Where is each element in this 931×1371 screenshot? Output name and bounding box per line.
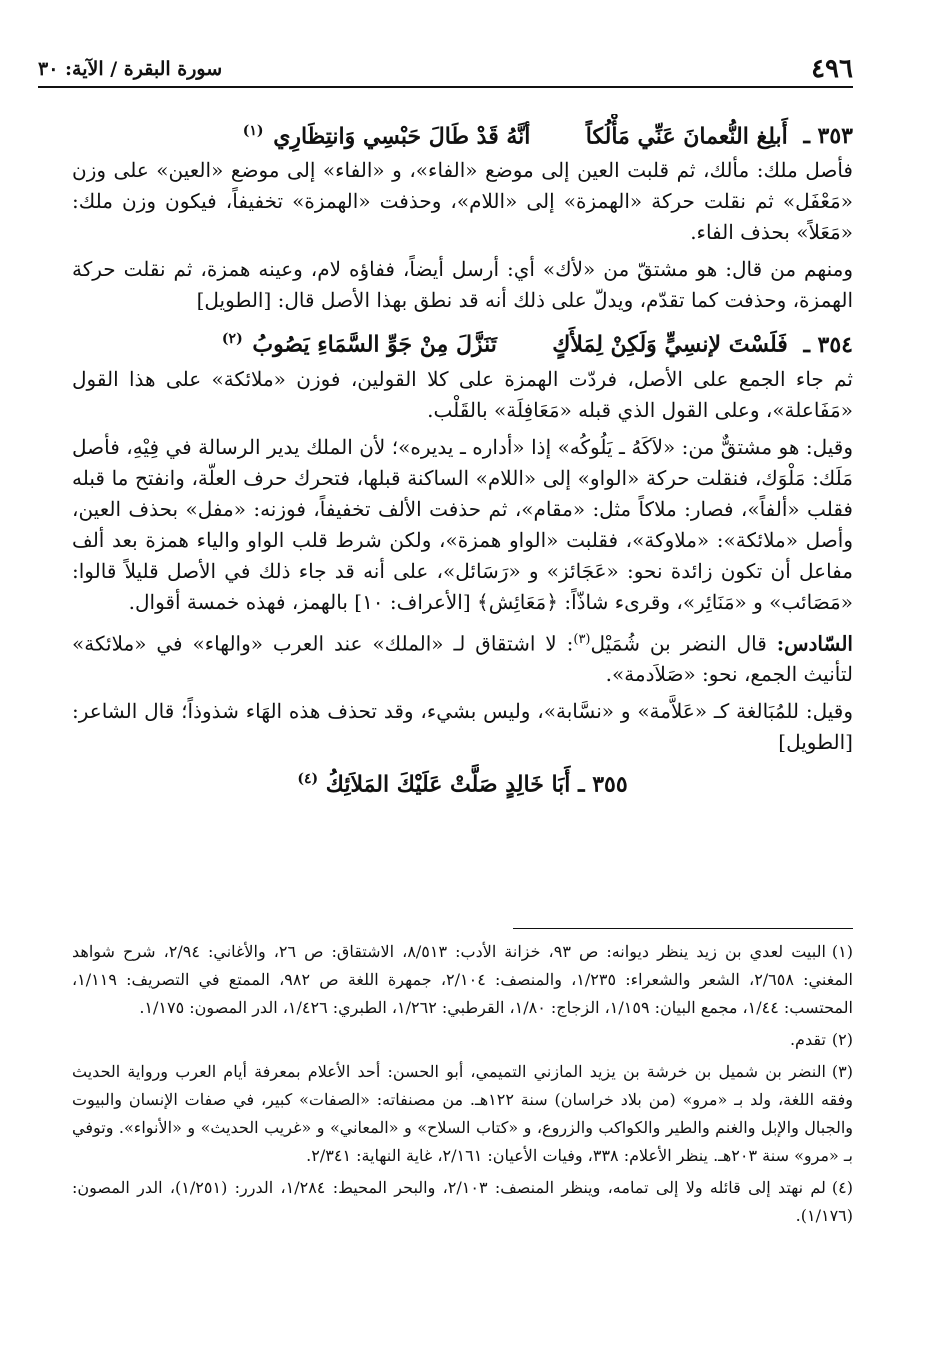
verse-354 <box>72 322 853 361</box>
footnote-number: (٤) <box>831 1178 853 1197</box>
paragraph: وقيل: للمُبَالغة كـ «عَلاَّمة» و «نسَّابة»، وليس بشيء، وقد تحذف هذه الهَاء شذوذاً؛ قال الشاعر: [الطويل] <box>72 699 853 755</box>
footnote <box>72 938 853 1022</box>
verse-hemistich-second: أنَّهُ قَدْ طَالَ حَبْسِي وَانتِظَارِي <box>273 123 531 150</box>
paragraph: ثم جاء الجمع على الأصل، فردّت الهمزة على كلا القولين، فوزن «ملائكة» على هذا القول «مَفَاعلة»، وعلى القول الذي قبله «مَعَافِلَة» بالقَلْب. <box>72 366 853 422</box>
footnote-text: النضر بن شميل بن خرشة بن يزيد المازني التميمي، أبو الحسن: أحد الأعلام بمعرفة أيام العرب ورواية الحديث وفقه اللغة، ولد بـ «مرو» (من بلاد خراسان) سنة ١٢٢هـ. من مصنفاته: «الصفات» كبير، في صفات الإنسان والبيوت والجبال والإبل والغنم والطير والكواكب والزروع، و «كتاب السلاح» و «المعاني» و «غريب الحديث» و «الأنواء». وتوفي بـ «مرو» سنة ٢٠٣هـ. ينظر الأعلام: ٣٣٨، وفيات الأعيان: ٢/١٦١، غاية النهاية: ٢/٣٤١. <box>72 1062 854 1165</box>
footnote <box>72 1026 853 1054</box>
verse-number: ٣٥٣ ـ <box>803 123 853 150</box>
verse-353 <box>72 114 853 153</box>
footnote-marker: (٣) <box>573 631 591 647</box>
page-header <box>38 52 853 88</box>
footnote-number: (٣) <box>831 1062 853 1081</box>
section-lead: السّادس: <box>776 631 853 656</box>
footnote-marker: (١) <box>242 123 264 139</box>
main-text <box>72 114 853 801</box>
footnote-number: (١) <box>831 942 853 961</box>
verse-text: أَبَا خَالِدٍ صَلَّتْ عَلَيْكَ المَلاَئِكُ <box>325 771 571 798</box>
paragraph: فأصل ملك: مألك، ثم قلبت العين إلى موضع «الفاء»، و «الفاء» إلى موضع «العين» على وزن «مَعْفَل» ثم نقلت حركة «الهمزة» إلى «اللام»، وحذفت «الهمزة» تخفيفاً، فيكون وزن ملك: «مَعَلاً» بحذف الفاء. <box>72 158 853 245</box>
paragraph: ومنهم من قال: هو مشتقّ من «لأك» أي: أرسل أيضاً، ففاؤه لام، وعينه همزة، ثم نقلت حركة الهمزة، وحذفت كما تقدّم، ويدلّ على ذلك أنه قد نطق بهذا الأصل قال: [الطويل] <box>72 257 853 313</box>
footnotes <box>72 938 853 1234</box>
verse-hemistich-first: أَبلِغ النُّعمانَ عَنِّي مَأْلُكاً <box>585 123 788 150</box>
footnote-number: (٢) <box>831 1030 853 1049</box>
verse-number: ٣٥٥ ـ <box>578 771 628 798</box>
footnote-text: تقدم. <box>789 1030 826 1049</box>
paragraph-text: : لا اشتقاق لـ «الملك» عند العرب «والهاء» في «ملائكة» لتأنيث الجمع، نحو: «صَلاَدمة». <box>72 631 853 687</box>
paragraph-sixth-opinion <box>72 624 853 691</box>
footnote-text: البيت لعدي بن زيد ينظر ديوانه: ص ٩٣، خزانة الأدب: ٨/٥١٣، الاشتقاق: ص ٢٦، والأغاني: ٢/٩٤، شرح شواهد المغني: ٢/٦٥٨، الشعر والشعراء: ١/٢٣٥، والمنصف: ٢/١٠٤، جمهرة اللغة ص ٩٨٢، الممتع في التصريف: ١/١١٩، المحتسب: ١/٤٤، مجمع البيان: ١/١٥٩، الزجاج: ١/٨٠، القرطبي: ١/٢٦٢، الطبري: ١/٤٢٦، الدر المصون: ١/١٧٥. <box>72 942 853 1017</box>
footnote-marker: (٢) <box>221 331 243 348</box>
footnote-text: لم نهتد إلى قائله ولا إلى تمامه، وينظر المنصف: ٢/١٠٣، والبحر المحيط: ١/٢٨٤، الدرر: (١/٢٥١)، الدر المصون: (١/١٧٦). <box>72 1178 853 1225</box>
footnote-divider <box>513 928 853 929</box>
verse-hemistich-first: فَلَسْتَ لإنسِيٍّ وَلَكِنْ لِمَلأَكٍ <box>552 331 788 358</box>
page-number: ٤٩٦ <box>811 54 853 84</box>
verse-number: ٣٥٤ ـ <box>803 331 853 358</box>
footnote <box>72 1058 853 1170</box>
running-title: سورة البقرة / الآية: ٣٠ <box>38 58 223 80</box>
paragraph-text: قال النضر بن شُمَيْل <box>590 631 767 656</box>
verse-355 <box>72 764 853 800</box>
paragraph: وقيل: هو مشتقٌّ من: «لاَكَهُ ـ يَلُوكُه» إذا «أداره ـ يديره»؛ لأن الملك يدير الرسالة في فِيْهِ، فأصل مَلَك: مَلْوَك، فنقلت حركة «الواو» إلى «اللام» الساكنة قبلها، فتحرك حرف العلّة، وانفتح ما قبله فقلب «ألفاً»، فصار: ملاكاً مثل: «مقام»، ثم حذفت الألف تخفيفاً، فوزنه: «مفل» بحذف العين، وأصل «ملائكة»: «ملاوكة»، فقلبت «الواو همزة»، ولكن شرط قلب الواو والياء همزة بعد ألف مفاعل أن تكون زائدة نحو: «عَجَائز» و «رَسَائل»، على أنه قد جاء ذلك في الأصل قليلاً قالوا: «مَصَائب» و «مَنَائِر»، وقرىء شاذّاً: ﴿مَعَائِش﴾ [الأعراف: ١٠] بالهمز، فهذه خمسة أقوال. <box>72 434 853 614</box>
footnote-marker: (٤) <box>297 771 319 788</box>
verse-hemistich-second: تَنَزَّلَ مِنْ جَوِّ السَّمَاءِ يَصُوبُ <box>252 331 497 358</box>
footnote <box>72 1174 853 1230</box>
